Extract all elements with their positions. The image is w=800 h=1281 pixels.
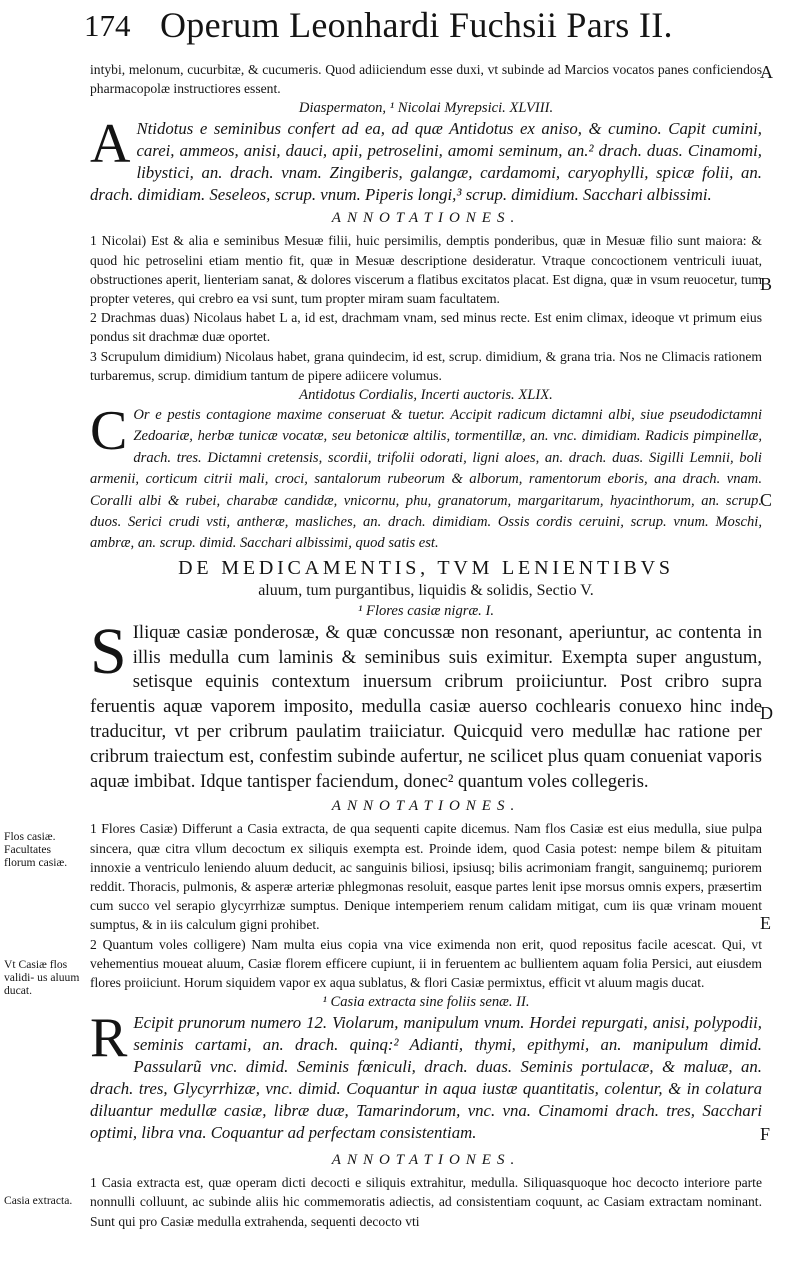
margin-letter-b: B (760, 274, 773, 294)
drop-cap-s: S (90, 614, 127, 688)
recipe-antidotus-cordialis (90, 400, 762, 555)
page-body (90, 60, 762, 1231)
recipe-diaspermaton-text: Ntidotus e seminibus confert ad ea, ad quæ Antidotus ex aniso, & cumino. Capit cumini, carei, ammeos, anisi, dauci, apii, petroselini, amomi seminum, an.² drach. duas. Cinamomi, libystici, an. drach. vnam. Zingiberis, galangæ, cardamomi, caryophylli, spicæ folii, an. drach. dimidiam. Seseleos, scrup. vnum. Piperis longi,³ scrup. dimidium. Sacchari albissimi. (90, 119, 762, 205)
recipe-diaspermaton (90, 113, 762, 206)
running-header (84, 2, 724, 50)
annotations-heading-2: ANNOTATIONES. (331, 798, 521, 815)
drop-cap-a: A (90, 113, 131, 176)
section-title-line-2: aluum, tum purgantibus, liquidis & solidis, Sectio V. (258, 581, 594, 599)
margin-letter-f: F (760, 1124, 771, 1144)
recipe-casia-extracta (90, 1007, 762, 1144)
drop-cap-c: C (90, 400, 128, 463)
intro-paragraph: intybi, melonum, cucurbitæ, & cucumeris. Quod adiiciendum esse duxi, vt subinde ad Marcios vocatos panes conficiendos pharmacopolæ instructiores essent. (90, 62, 762, 97)
heading-casia-extracta: ¹ Casia extracta sine foliis senæ. II. (322, 994, 530, 1011)
annotations-heading-3: ANNOTATIONES. (331, 1152, 521, 1169)
drop-cap-r: R (90, 1007, 128, 1070)
annotation-scrupulum-dimidium: 3 Scrupulum dimidium) Nicolaus habet, grana quindecim, id est, scrup. dimidium, & grana tria. Nos ne Climacis rationem turbaremus, scrup. dimidium tantum de pipere adiicere volumus. (90, 348, 762, 383)
heading-flores-casiae: ¹ Flores casiæ nigræ. I. (358, 602, 494, 619)
margin-letter-d: D (760, 703, 773, 723)
heading-diaspermaton: Diaspermaton, ¹ Nicolai Myrepsici. XLVIII. (298, 100, 554, 117)
annotation-casia-extracta: 1 Casia extracta est, quæ operam dicti decocti e siliquis extrahitur, medulla. Siliquasquoque hoc decocto interiore parte nonnulli colluunt, ac subinde aliis hic commemoratis adiectis, ad consistentiam coquunt, ac Casiam extractam nominant. Sunt qui pro Casiæ medulla extrahenda, sequenti decocto vti (90, 1175, 762, 1229)
margin-note-flos-casiae: Flos casiæ. Facultates florum casiæ. (4, 830, 68, 869)
recipe-casia-extracta-text: Ecipit prunorum numero 12. Violarum, manipulum vnum. Hordei repurgati, anisi, polypodii, seminis cartami, an. drach. quinq:² Adianti, thymi, epithymi, an. manipulum dimid. Passularũ vnc. dimid. Seminis fœniculi, drach. duas. Seminis portulacæ, & maluæ, an. drach. tres, Glycyrrhizæ, vnc. dimid. Coquantur in aqua iustæ quantitatis, colentur, & in colatura diluantur medullæ casiæ, libræ duæ, Tamarindorum, vnc. vna. Cinamomi drach. tres, Sacchari optimi, libra vna. Coquantur ad perfectam consistentiam. (90, 1013, 762, 1143)
margin-letter-a: A (760, 62, 773, 82)
section-title-line-1: DE MEDICAMENTIS, TVM LENIENTIBVS (178, 556, 674, 579)
heading-antidotus-cordialis: Antidotus Cordialis, Incerti auctoris. XLIX. (299, 387, 553, 404)
annotation-flores-casiae: 1 Flores Casiæ) Differunt a Casia extracta, de qua sequenti capite dicemus. Nam flos Casiæ est eius medulla, siue pulpa sincera, quæ citra vllum decoctum ex siliquis exempta est. Proinde idem, quod Casia potest: nempe bilem & pituitam innoxie a ventriculo leniendo aluum deducit, ac sanguinis biliosi, ipsiusq; bilis acrimoniam frangit, sanguinemq; puriorem reddit. Thoracis, pulmonis, & asperæ arteriæ phlegmonas resoluit, easque partes lenit ipse morsus omnis expers, præsertim cum succo vel serapio glycyrrhizæ sumptus. Denique intemperiem renum calidam mitigat, cum iis quæ vrinam mouent sumptus, & in iis calculum gigni prohibet. (90, 821, 762, 933)
recipe-flores-casiae-text: Iliquæ casiæ ponderosæ, & quæ concussæ non resonant, aperiuntur, ac contenta in illis medulla cum laminis & seminibus suis eximitur. Exempta super angustum, setisque equinis contextum inuersum cribrum proiiciuntur. Post cribro supra feruentis aquæ vaporem imposito, medulla casiæ auerso cochlearis conuexo hinc inde traducitur, vt per cribrum paulatim traiiciatur. Quicquid vero medullæ hac ratione per cribrum traiectum est, confestim subinde aufertur, ne scilicet plus quam conueniat vaporis aquæ imbibat. Idque tantisper faciendum, donec² quantum voles collegeris. (90, 621, 762, 792)
margin-letter-c: C (760, 490, 773, 510)
page-number: 174 (84, 8, 131, 43)
annotations-heading-1: ANNOTATIONES. (331, 210, 521, 227)
annotation-drachmas-duas: 2 Drachmas duas) Nicolaus habet L a, id est, drachmam vnam, sed minus recte. Est enim climax, ideoque vt primum eius pondus sit drachmæ duæ oportet. (90, 310, 762, 345)
recipe-flores-casiae (90, 614, 762, 795)
annotation-quantum-voles: 2 Quantum voles colligere) Nam multa eius copia vna vice eximenda non erit, quod repositus facile acescat. Qui, vt vehementius moueat aluum, Casiæ florem efficere cupiunt, ii in feruentem ac bullientem aquam folia Persici, aut eiusdem flores proiiciunt. Horum siquidem vapor ex aqua sublatus, & flori Casiæ permixtus, efficit vt aluum magis ducat. (90, 936, 762, 991)
margin-letter-e: E (760, 913, 771, 933)
annotation-nicolai: 1 Nicolai) Est & alia e seminibus Mesuæ filii, huic persimilis, demptis ponderibus, quæ in Mesuæ filio sunt maiora: & quod hic petroselini etiam mentio fit, quæ in Mesuæ descriptione desideratur. Vtraque concoctionem ventriculi iuuat, obstructiones aperit, lienteriam sanat, & dolores viscerum a flatibus excitatos placat. Est digna, quæ in vsum reuocetur, tum propter veteres, qui crebro ea vsi sunt, tum propter miram suam facultatem. (90, 233, 762, 307)
margin-note-vt-casiae: Vt Casiæ flos validi- us aluum ducat. (4, 958, 80, 997)
running-title: Operum Leonhardi Fuchsii Pars II. (160, 5, 673, 45)
margin-note-casia-extracta: Casia extracta. (4, 1194, 73, 1207)
recipe-antidotus-cordialis-text: Or e pestis contagione maxime conseruat & tuetur. Accipit radicum dictamni albi, siue pseudodictamni Zedoariæ, herbæ tunicæ vocatæ, seu betonicæ altilis, tormentillæ, an. vnc. dimidiam. Radicis pimpinellæ, drach. tres. Dictamni cretensis, scordii, trifolii odorati, ligni aloes, an. drach. duas. Sigilli Lemnii, boli armenii, corticum citrii mali, croci, santalorum rubeorum & alborum, ramentorum eboris, ana drach. vnam. Coralli albi & rubei, charabæ candidæ, vnicornu, phu, granatorum, margaritarum, hyacinthorum, an. scrup. duos. Serici crudi vsti, antheræ, masliches, an. drach. dimidiam. Ossis cordis ceruini, scrup. vnum. Moschi, ambræ, an. scrup. dimid. Sacchari albissimi, quod satis est. (90, 407, 762, 552)
